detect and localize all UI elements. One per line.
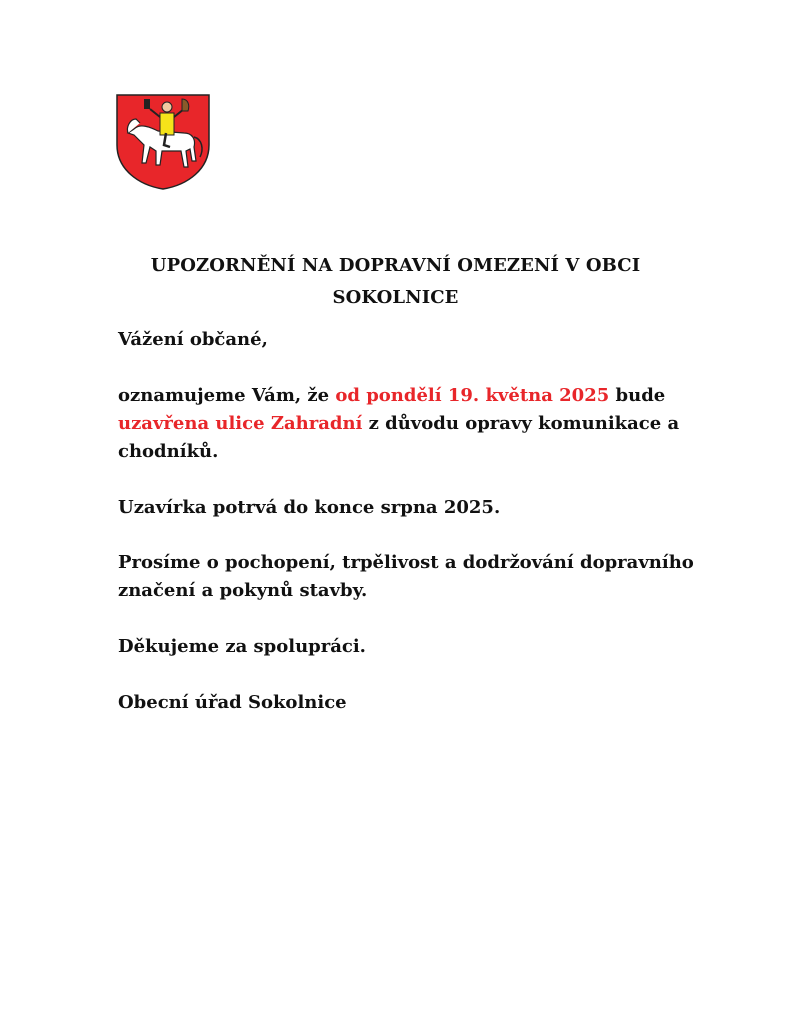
notice-title-line-2: SOKOLNICE: [332, 287, 459, 308]
paragraph-2: Uzavírka potrvá do konce srpna 2025.: [118, 497, 501, 518]
closure-date-highlight: od pondělí 19. května 2025: [335, 385, 610, 406]
thanks-line: Děkujeme za spolupráci.: [118, 636, 366, 657]
paragraph-1-text-a: oznamujeme Vám, že: [118, 385, 336, 406]
sokolnice-coat-of-arms-icon: [114, 93, 212, 191]
paragraph-3-line-2: značení a pokynů stavby.: [118, 580, 368, 601]
closed-street-highlight: uzavřena ulice Zahradní: [118, 413, 363, 434]
paragraph-1-line-3: chodníků.: [118, 441, 219, 462]
paragraph-1-line-1: [118, 382, 698, 410]
paragraph-1-text-c: bude: [609, 385, 666, 406]
paragraph-1-text-e: z důvodu opravy komunikace a: [362, 413, 680, 434]
greeting: Vážení občané,: [118, 329, 268, 350]
signature: Obecní úřad Sokolnice: [118, 692, 347, 713]
paragraph-1-line-2: [118, 410, 698, 438]
paragraph-3-line-1: Prosíme o pochopení, trpělivost a dodržování dopravního: [118, 552, 694, 573]
notice-title-line-1: UPOZORNĚNÍ NA DOPRAVNÍ OMEZENÍ V OBCI: [150, 255, 641, 276]
